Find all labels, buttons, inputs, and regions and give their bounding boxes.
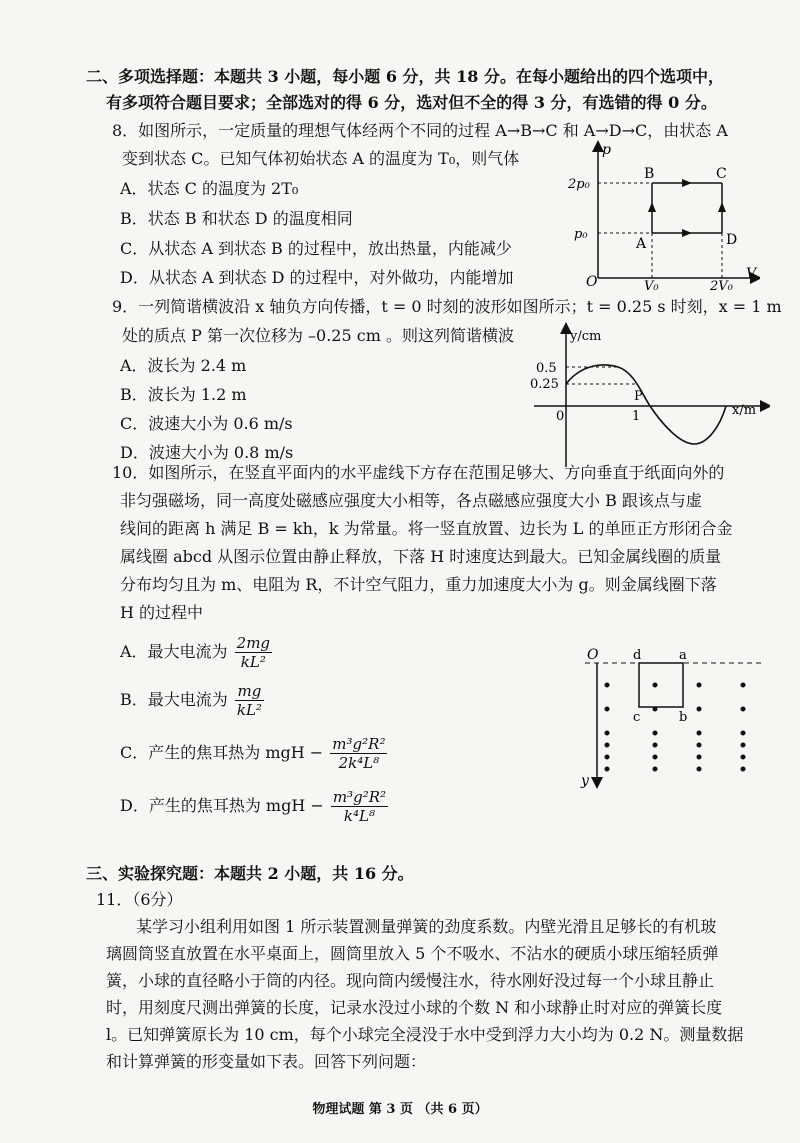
q8-tick-2p0: 2p₀ [568,177,590,192]
q11-stem-line5: l。已知弹簧原长为 10 cm，每个小球完全浸没于水中受到浮力大小均为 0.2 N。测量数据 [106,1025,744,1044]
q9-tick-025: 0.25 [530,377,559,392]
q8-origin: O [586,274,598,290]
q10-option-c-fraction: $\frac{\text{m³g²R²}}{\text{2k⁴L⁸}}$ [332,735,386,772]
q8-tick-2v0: 2V₀ [710,279,733,290]
q9-stem-line2: 处的质点 P 第一次位移为 –0.25 cm 。则这列简谐横波 [122,326,514,345]
q8-axis-v: V [746,266,757,282]
q9-tick-1: 1 [632,409,641,424]
section2-header-line2: 有多项符合题目要求；全部选对的得 6 分，选对但不全的得 3 分，有选错的得 0 分。 [106,93,717,112]
q8-point-d: D [726,232,738,248]
q9-tick-05: 0.5 [536,361,557,376]
q8-point-c: C [716,166,727,182]
q8-tick-p0: p₀ [574,227,588,242]
q10-option-d-fraction: $\frac{\text{m³g²R²}}{\text{k⁴L⁸}}$ [332,788,387,825]
q8-axis-p: p [602,142,611,158]
q10-stem-line4: 属线圈 abcd 从图示位置由静止释放，下落 H 时速度达到最大。已知金属线圈的质量 [120,547,722,566]
q10-option-a-label: A．最大电流为 [120,642,228,661]
q8-stem-line2: 变到状态 C。已知气体初始状态 A 的温度为 T₀，则气体 [122,149,520,168]
q8-stem-line1: 8．如图所示，一定质量的理想气体经两个不同的过程 A→B→C 和 A→D→C，由状态 A [112,121,728,140]
q10-y-axis: y [581,773,589,789]
q10-corner-a: a [679,648,687,663]
q10-option-b [120,680,266,720]
q9-option-c: C．波速大小为 0.6 m/s [120,414,293,433]
q10-field-diagram [575,645,765,795]
q11-stem-line1: 某学习小组利用如图 1 所示装置测量弹簧的劲度系数。内壁光滑且足够长的有机玻 [136,917,717,936]
q10-stem-line5: 分布均匀且为 m、电阻为 R，不计空气阻力，重力加速度大小为 g。则金属线圈下落 [120,575,717,594]
q9-option-b: B．波长为 1.2 m [120,385,247,404]
q8-option-a: A．状态 C 的温度为 2T₀ [120,179,299,198]
q11-stem-line3: 簧，小球的直径略小于筒的内径。现向筒内缓慢注水，待水刚好没过每一个小球且静止 [106,971,715,990]
q10-option-d [120,786,390,826]
q10-option-b-fraction: $\frac{mg}{\text{kL²}}$ [236,682,262,719]
q11-title: 11．（6分） [96,890,183,909]
q10-option-a [120,632,274,672]
q10-stem-line6: H 的过程中 [120,603,204,622]
q8-point-b: B [644,166,655,182]
q8-option-b: B．状态 B 和状态 D 的温度相同 [120,209,353,228]
q11-stem-line6: 和计算弹簧的形变量如下表。回答下列问题： [106,1052,427,1071]
q8-tick-v0: V₀ [644,279,659,290]
q10-option-b-label: B．最大电流为 [120,690,228,709]
section2-header-line1: 二、多项选择题：本题共 3 小题，每小题 6 分，共 18 分。在每小题给出的四个选项中， [86,67,724,86]
q8-option-c: C．从状态 A 到状态 B 的过程中，放出热量，内能减少 [120,239,512,258]
q10-option-c [120,733,389,773]
q9-point-p: P [634,389,643,404]
q10-stem-line1: 10．如图所示，在竖直平面内的水平虚线下方存在范围足够大、方向垂直于纸面向外的 [112,463,725,482]
section3-header: 三、实验探究题：本题共 2 小题，共 16 分。 [86,864,414,883]
q9-option-a: A．波长为 2.4 m [120,356,247,375]
page-footer: 物理试题 第 3 页 （共 6 页） [312,1102,488,1117]
q10-corner-d: d [633,648,642,663]
q9-origin: 0 [556,409,565,424]
q10-origin: O [587,647,599,663]
q8-point-a: A [636,236,647,252]
q10-field-dots [605,683,746,772]
q10-stem-line3: 线间的距离 h 满足 B = kh，k 为常量。将一竖直放置、边长为 L 的单匝正方形闭合金 [120,519,733,538]
q10-option-d-label: D．产生的焦耳热为 mgH − [120,796,324,815]
q10-corner-c: c [633,710,641,725]
q9-stem-line1: 9．一列简谐横波沿 x 轴负方向传播，t = 0 时刻的波形如图所示；t = 0.25 s 时刻，x = 1 m [112,297,782,316]
q8-option-d: D．从状态 A 到状态 D 的过程中，对外做功，内能增加 [120,268,514,287]
q10-corner-b: b [679,710,688,725]
q10-option-a-fraction: $\frac{2mg}{\text{kL²}}$ [236,634,271,671]
q10-stem-line2: 非匀强磁场，同一高度处磁感应强度大小相等，各点磁感应强度大小 B 跟该点与虚 [120,491,702,510]
q8-pv-diagram [560,140,760,290]
q11-stem-line2: 璃圆筒竖直放置在水平桌面上，圆筒里放入 5 个不吸水、不沾水的硬质小球压缩轻质弹 [106,944,719,963]
q11-stem-line4: 时，用刻度尺测出弹簧的长度，记录水没过小球的个数 N 和小球静止时对应的弹簧长度 [106,998,723,1017]
q9-wave-diagram [530,322,770,470]
q9-y-label: y/cm [570,329,602,344]
q9-option-d: D．波速大小为 0.8 m/s [120,443,294,462]
q9-x-label: x/m [732,403,757,418]
q10-option-c-label: C．产生的焦耳热为 mgH − [120,743,324,762]
